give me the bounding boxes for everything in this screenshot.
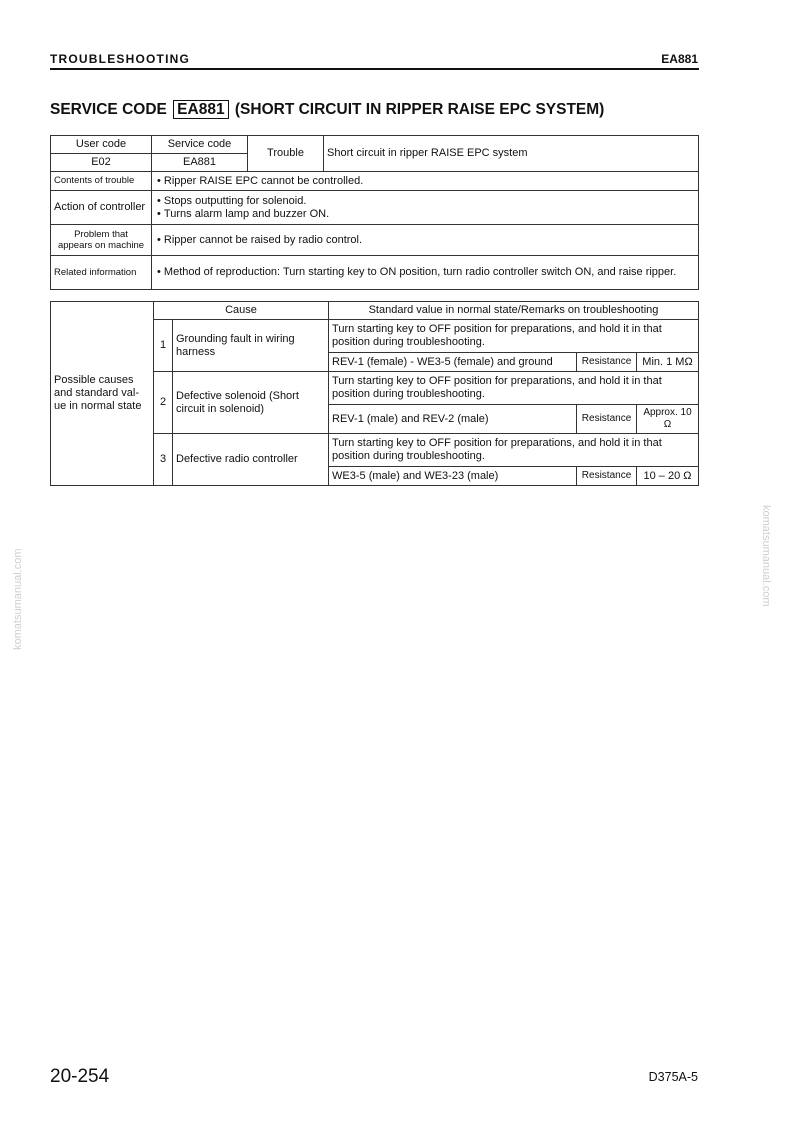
code-info-table bbox=[50, 135, 699, 290]
title-suffix: (SHORT CIRCUIT IN RIPPER RAISE EPC SYSTEM) bbox=[234, 101, 605, 118]
measurement-item: Resistance bbox=[577, 405, 637, 434]
contents-of-trouble-text bbox=[152, 172, 699, 191]
footer-model: D375A-5 bbox=[648, 1070, 698, 1084]
bullet-item: • Turns alarm lamp and buzzer ON. bbox=[157, 207, 330, 220]
measurement-points: REV-1 (male) and REV-2 (male) bbox=[329, 405, 577, 434]
standard-value: 10 – 20 Ω bbox=[637, 467, 699, 486]
footer-page-number: 20-254 bbox=[50, 1066, 110, 1087]
title-code-box: EA881 bbox=[173, 100, 228, 119]
page-title bbox=[50, 101, 604, 119]
problem-label-line2: appears on machine bbox=[57, 240, 145, 251]
trouble-label: Trouble bbox=[248, 136, 324, 172]
watermark-left: komatsumanual.com bbox=[12, 548, 24, 650]
header-code: EA881 bbox=[661, 52, 698, 66]
cause-number: 1 bbox=[154, 320, 173, 372]
bullet-item: • Method of reproduction: Turn starting key to ON position, turn radio controller switch ON, and raise ripper. bbox=[157, 266, 677, 278]
cause-description: Grounding fault in wiring harness bbox=[173, 320, 329, 372]
preparation-text: Turn starting key to OFF position for preparations, and hold it in that position during troubleshooting. bbox=[329, 320, 699, 353]
bullet-item: • Ripper RAISE EPC cannot be controlled. bbox=[157, 174, 364, 187]
problem-on-machine-text bbox=[152, 225, 699, 256]
action-of-controller-label: Action of controller bbox=[51, 191, 152, 225]
standard-value-header: Standard value in normal state/Remarks on troubleshooting bbox=[329, 302, 699, 320]
action-of-controller-text bbox=[152, 191, 699, 225]
measurement-points: WE3-5 (male) and WE3-23 (male) bbox=[329, 467, 577, 486]
standard-value: Approx. 10 Ω bbox=[637, 405, 699, 434]
service-code-value: EA881 bbox=[152, 154, 248, 172]
contents-of-trouble-label: Contents of trouble bbox=[51, 172, 152, 191]
side-label-line1: Possible causes bbox=[54, 374, 134, 386]
preparation-text: Turn starting key to OFF position for preparations, and hold it in that position during troubleshooting. bbox=[329, 434, 699, 467]
measurement-points: REV-1 (female) - WE3-5 (female) and ground bbox=[329, 353, 577, 372]
bullet-item: • Stops outputting for solenoid. bbox=[157, 194, 307, 207]
title-prefix: SERVICE CODE bbox=[50, 101, 167, 118]
related-information-text bbox=[152, 256, 699, 290]
problem-on-machine-label bbox=[51, 225, 152, 256]
cause-description: Defective solenoid (Short circuit in solenoid) bbox=[173, 372, 329, 434]
trouble-text: Short circuit in ripper RAISE EPC system bbox=[324, 136, 699, 172]
header-section-title: TROUBLESHOOTING bbox=[50, 52, 190, 66]
service-code-header: Service code bbox=[152, 136, 248, 154]
measurement-item: Resistance bbox=[577, 467, 637, 486]
preparation-text: Turn starting key to OFF position for preparations, and hold it in that position during troubleshooting. bbox=[329, 372, 699, 405]
header-rule bbox=[50, 68, 699, 70]
user-code-header: User code bbox=[51, 136, 152, 154]
watermark-right: komatsumanual.com bbox=[760, 505, 772, 607]
cause-table bbox=[50, 301, 699, 486]
problem-label-line1: Problem that bbox=[74, 228, 128, 240]
user-code-value: E02 bbox=[51, 154, 152, 172]
measurement-item: Resistance bbox=[577, 353, 637, 372]
possible-causes-label bbox=[51, 302, 154, 486]
cause-description: Defective radio controller bbox=[173, 434, 329, 486]
cause-header: Cause bbox=[154, 302, 329, 320]
related-information-label: Related information bbox=[51, 256, 152, 290]
cause-number: 3 bbox=[154, 434, 173, 486]
standard-value: Min. 1 MΩ bbox=[637, 353, 699, 372]
cause-number: 2 bbox=[154, 372, 173, 434]
bullet-item: • Ripper cannot be raised by radio control. bbox=[157, 233, 363, 246]
side-label-line3: ue in normal state bbox=[54, 400, 142, 412]
side-label-line2: and standard val- bbox=[54, 387, 139, 399]
